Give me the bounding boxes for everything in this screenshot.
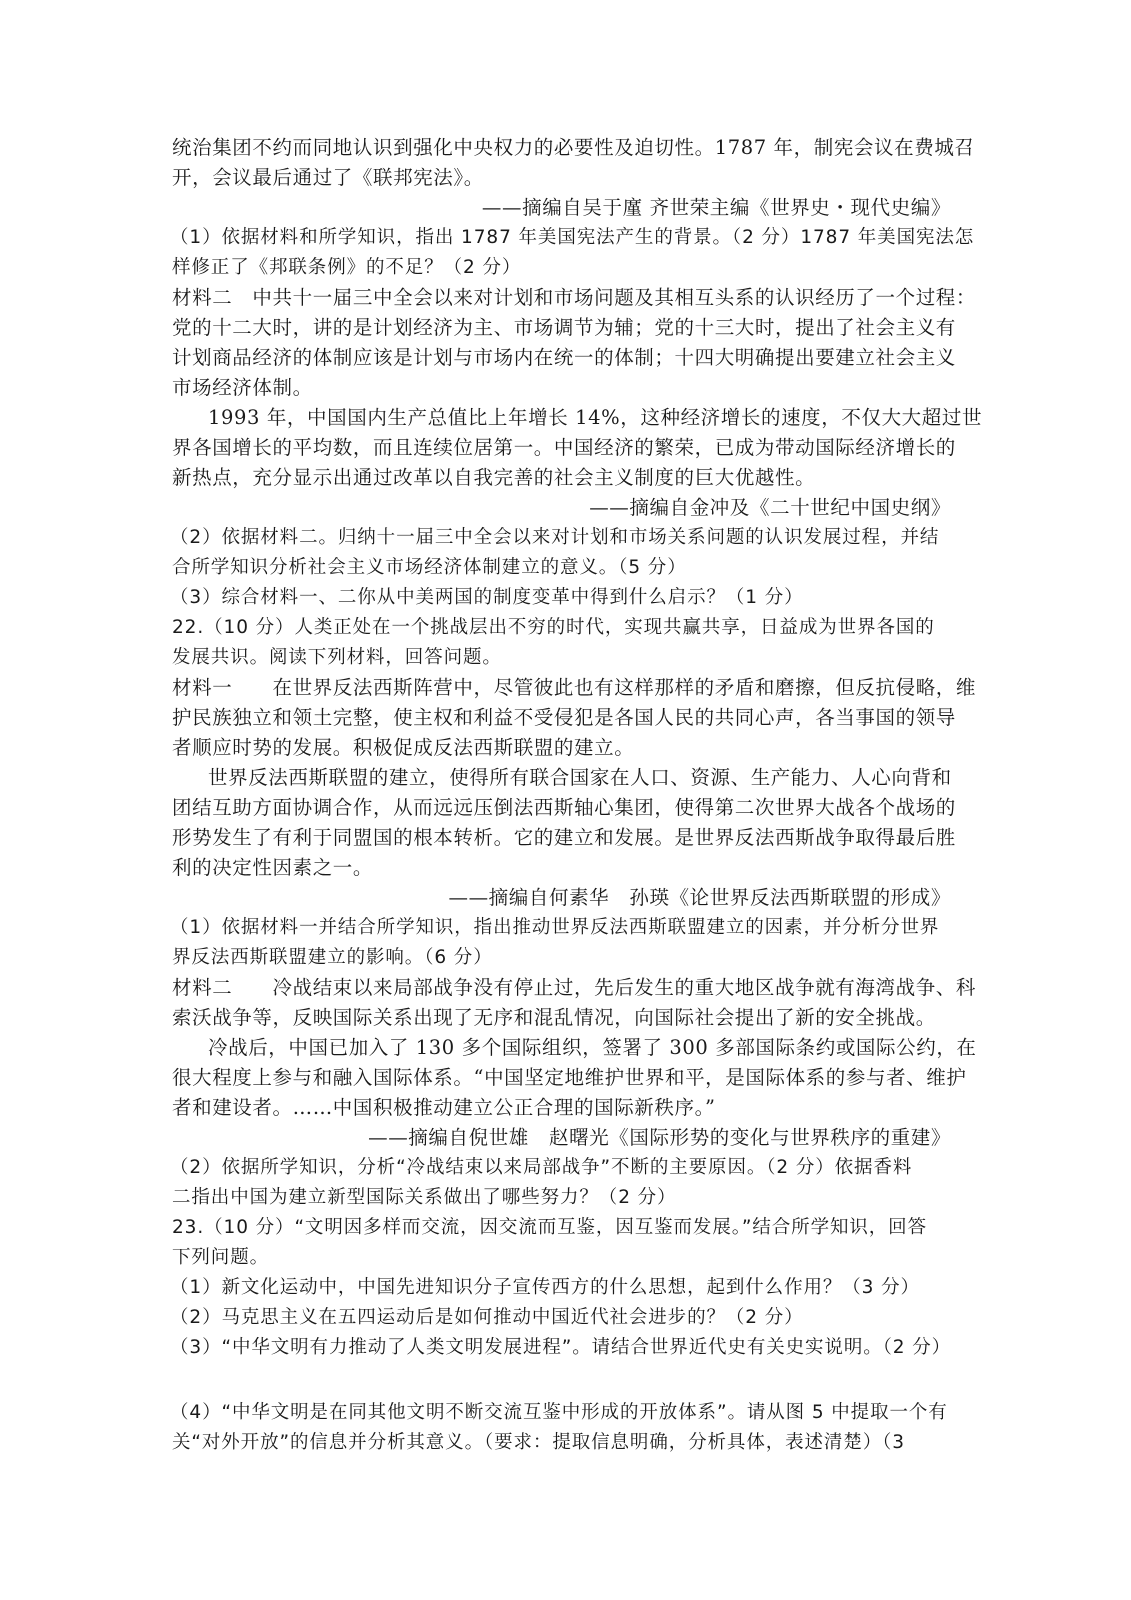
q22-material2-source: ——摘编自倪世雄 赵曙光《国际形势的变化与世界秩序的重建》 <box>368 1126 951 1149</box>
q22-material1-source: ——摘编自何素华 孙瑛《论世界反法西斯联盟的形成》 <box>448 886 951 909</box>
question-22-intro: 22.（10 分）人类正处在一个挑战层出不穷的时代，实现共赢共享，日益成为世界各国的 <box>172 617 935 638</box>
question-23-4: （4）“中华文明是在同其他文明不断交流互鉴中形成的开放体系”。请从图 5 中提取一个有 <box>170 1402 948 1423</box>
question-23-4: 关“对外开放”的信息并分析其意义。（要求：提取信息明确，分析具体，表述清楚）（3 <box>172 1432 905 1453</box>
q22-material2-line: 材料二 冷战结束以来局部战争没有停止过，先后发生的重大地区战争就有海湾战争、科 <box>172 976 977 999</box>
question-23-1: （1）新文化运动中，中国先进知识分子宣传西方的什么思想，起到什么作用？（3 分） <box>170 1277 920 1298</box>
question-21-1: 样修正了《邦联条例》的不足？（2 分） <box>172 257 522 278</box>
material1-source: ——摘编自吴于廑 齐世荣主编《世界史・现代史编》 <box>481 196 951 219</box>
material2-paragraph: 新热点，充分显示出通过改革以自我完善的社会主义制度的巨大优越性。 <box>172 466 816 489</box>
q22-material1-line: 材料一 在世界反法西斯阵营中，尽管彼此也有这样那样的矛盾和磨擦，但反抗侵略，维 <box>172 676 977 699</box>
question-22-1: （1）依据材料一并结合所学知识，指出推动世界反法西斯联盟建立的因素，并分析分世界 <box>170 917 940 938</box>
question-23-intro: 23.（10 分）“文明因多样而交流，因交流而互鉴，因互鉴而发展。”结合所学知识，回答 <box>172 1217 927 1238</box>
q22-material1-paragraph: 团结互助方面协调合作，从而远远压倒法西斯轴心集团，使得第二次世界大战各个战场的 <box>172 796 956 819</box>
q22-material2-line: 索沃战争等，反映国际关系出现了无序和混乱情况，向国际社会提出了新的安全挑战。 <box>172 1006 936 1029</box>
q22-material2-paragraph: 者和建设者。……中国积极推动建立公正合理的国际新秩序。” <box>172 1096 716 1119</box>
question-21-3: （3）综合材料一、二你从中美两国的制度变革中得到什么启示？（1 分） <box>170 587 804 608</box>
q22-material2-paragraph: 很大程度上参与和融入国际体系。“中国坚定地维护世界和平，是国际体系的参与者、维护 <box>172 1066 967 1089</box>
material2-paragraph: 界各国增长的平均数，而且连续位居第一。中国经济的繁荣，已成为带动国际经济增长的 <box>172 436 956 459</box>
question-21-2: 合所学知识分析社会主义市场经济体制建立的意义。（5 分） <box>172 557 687 578</box>
material2-source: ——摘编自金冲及《二十世纪中国史纲》 <box>589 496 951 519</box>
q22-material1-line: 护民族独立和领土完整，使主权和利益不受侵犯是各国人民的共同心声，各当事国的领导 <box>172 706 956 729</box>
q22-material1-line: 者顺应时势的发展。积极促成反法西斯联盟的建立。 <box>172 736 635 759</box>
question-21-1: （1）依据材料和所学知识，指出 1787 年美国宪法产生的背景。（2 分）1787 年美国宪法怎 <box>170 227 975 248</box>
material2-line: 计划商品经济的体制应该是计划与市场内在统一的体制；十四大明确提出要建立社会主义 <box>172 346 956 369</box>
material1-line: 统治集团不约而同地认识到强化中央权力的必要性及迫切性。1787 年，制宪会议在费城召 <box>172 136 975 159</box>
question-23-intro: 下列问题。 <box>172 1247 270 1268</box>
q22-material1-paragraph: 利的决定性因素之一。 <box>172 856 374 879</box>
material2-line: 材料二 中共十一届三中全会以来对计划和市场问题及其相互头系的认识经历了一个过程： <box>172 286 977 309</box>
q22-material1-paragraph: 形势发生了有利于同盟国的根本转析。它的建立和发展。是世界反法西斯战争取得最后胜 <box>172 826 956 849</box>
question-23-2: （2）马克思主义在五四运动后是如何推动中国近代社会进步的？（2 分） <box>170 1307 804 1328</box>
question-23-3: （3）“中华文明有力推动了人类文明发展进程”。请结合世界近代史有关史实说明。（2 分） <box>170 1337 952 1358</box>
material2-paragraph: 1993 年，中国国内生产总值比上年增长 14%，这种经济增长的速度，不仅大大超过世 <box>208 406 983 429</box>
material2-line: 市场经济体制。 <box>172 376 313 399</box>
question-22-2: 二指出中国为建立新型国际关系做出了哪些努力？（2 分） <box>172 1187 677 1208</box>
question-22-intro: 发展共识。阅读下列材料，回答问题。 <box>172 647 502 668</box>
question-21-2: （2）依据材料二。归纳十一届三中全会以来对计划和市场关系问题的认识发展过程，并结 <box>170 527 940 548</box>
q22-material2-paragraph: 冷战后，中国已加入了 130 多个国际组织，签署了 300 多部国际条约或国际公约，在 <box>208 1036 977 1059</box>
q22-material1-paragraph: 世界反法西斯联盟的建立，使得所有联合国家在人口、资源、生产能力、人心向背和 <box>208 766 952 789</box>
material2-line: 党的十二大时，讲的是计划经济为主、市场调节为辅；党的十三大时，提出了社会主义有 <box>172 316 956 339</box>
question-22-2: （2）依据所学知识，分析“冷战结束以来局部战争”不断的主要原因。（2 分）依据香料 <box>170 1157 913 1178</box>
question-22-1: 界反法西斯联盟建立的影响。（6 分） <box>172 947 493 968</box>
material1-line: 开，会议最后通过了《联邦宪法》。 <box>172 166 484 189</box>
